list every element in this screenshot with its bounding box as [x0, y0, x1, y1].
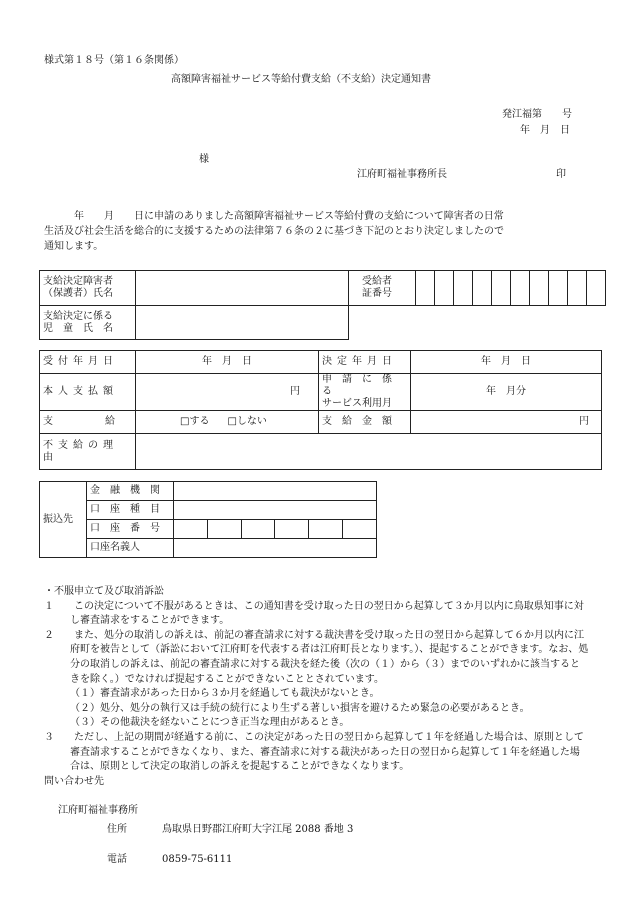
account-digit-6[interactable]	[343, 520, 377, 539]
payment-amount-unit[interactable]: 円	[411, 411, 602, 434]
bank-table	[39, 481, 377, 558]
notice-item-2: ２ また、処分の取消しの訴えは、前記の審査請求に対する裁決書を受け取った日の翌日から起算して６か月以内に江府町を被告として（訴訟において江府町を代表する者は江府町長となります。）、提起することができます。なお、処分の取消しの訴えは、前記の審査請求に対する裁決を経た後（次の（１）から（３）までのいずれかに該当するときを除く。）でなければ提起することができないこととされています。	[44, 629, 589, 685]
contact-heading: 問い合わせ先	[44, 775, 104, 787]
payment-amount-label: 支 給 金 額	[319, 411, 411, 434]
self-pay-label: 本人支払額	[40, 374, 136, 411]
payment-label-cell	[40, 411, 136, 434]
contact-address: 鳥取県日野郡江府町大字江尾 2088 番地 3	[162, 824, 354, 835]
form-number: 様式第１８号（第１６条関係）	[44, 55, 184, 66]
service-month-label-cell	[319, 374, 411, 411]
body-line-1: 年 月 日に申請のありました高額障害福祉サービス等給付費の支給について障害者の日常	[44, 211, 504, 222]
cert-digit-1[interactable]	[416, 271, 435, 306]
notice-sub-item-3: （３）その他裁決を経ないことにつき正当な理由があるとき。	[70, 717, 350, 729]
service-month-label-line-2: サービス利用月	[322, 398, 392, 409]
notice-item-3: ３ ただし、上記の期間が経過する前に、この決定があった日の翌日から起算して１年を経過した場合は、原則として審査請求することができなくなり、また、審査請求に対する裁決があった日の翌日から起算して１年を経過した場合は、原則として決定の取消しの訴えを提起することができなくなります。	[44, 731, 584, 773]
receipt-date-value[interactable]: 年 月 日	[136, 351, 319, 374]
cert-label-cell	[349, 271, 416, 306]
self-pay-unit[interactable]: 円	[136, 374, 319, 411]
reason-label: 不支給の理由	[40, 434, 136, 470]
account-holder-value[interactable]	[174, 539, 377, 558]
account-digit-1[interactable]	[174, 520, 208, 539]
cert-label-line-1: 受給者	[362, 276, 392, 287]
payment-label-char-1: 支	[43, 416, 53, 427]
child-name-value[interactable]	[136, 306, 349, 340]
reason-value[interactable]	[136, 434, 602, 470]
recipient-label-cell	[40, 271, 136, 306]
cert-digit-6[interactable]	[511, 271, 530, 306]
cert-label-line-2: 証番号	[362, 288, 392, 299]
bank-group-label: 振込先	[40, 482, 87, 558]
decision-table	[39, 350, 602, 470]
account-digit-5[interactable]	[309, 520, 343, 539]
contact-phone: 0859-75-6111	[162, 854, 233, 865]
notice-heading: ・不服申立て及び取消訴訟	[44, 586, 164, 597]
notice-sub-item-1: （１）審査請求があった日から３か月を経過しても裁決がないとき。	[70, 688, 380, 700]
account-type-value[interactable]	[174, 501, 377, 520]
addressee-suffix: 様	[199, 154, 209, 165]
recipient-label-line-2: （保護者）氏名	[43, 288, 113, 299]
body-line-3: 通知します。	[44, 241, 104, 252]
cert-digit-10[interactable]	[587, 271, 606, 306]
notice-section	[44, 585, 589, 789]
cert-digit-4[interactable]	[473, 271, 492, 306]
notice-item-1: １ この決定について不服があるときは、この通知書を受け取った日の翌日から起算して３か月以内に鳥取県知事に対し審査請求をすることができます。	[44, 600, 584, 627]
bank-row-label-1: 金 融 機 関	[87, 482, 174, 501]
contact-address-label: 住所	[107, 824, 127, 835]
bank-row-label-2: 口 座 種 目	[87, 501, 174, 520]
decision-date-value[interactable]: 年 月 日	[411, 351, 602, 374]
payment-options-cell	[136, 411, 319, 434]
recipient-label-line-1: 支給決定障害者	[43, 276, 113, 287]
cert-digit-3[interactable]	[454, 271, 473, 306]
child-label-line-2: 児 童 氏 名	[43, 322, 113, 334]
bank-name-value[interactable]	[174, 482, 377, 501]
payment-option-yes[interactable]: □する	[180, 416, 210, 427]
receipt-date-label: 受付年月日	[40, 351, 136, 374]
contact-office: 江府町福祉事務所	[58, 805, 138, 816]
service-month-value[interactable]: 年 月分	[411, 374, 602, 411]
cert-digit-8[interactable]	[549, 271, 568, 306]
cert-digit-5[interactable]	[492, 271, 511, 306]
notice-sub-item-2: （２）処分、処分の執行又は手続の続行により生ずる著しい損害を避けるため緊急の必要があるとき。	[70, 702, 530, 714]
account-digit-3[interactable]	[241, 520, 275, 539]
document-title: 高額障害福祉サービス等給付費支給（不支給）決定通知書	[171, 74, 431, 85]
account-digit-4[interactable]	[275, 520, 309, 539]
payment-label-char-2: 給	[105, 416, 115, 427]
account-digit-2[interactable]	[207, 520, 241, 539]
applicant-table	[39, 270, 606, 306]
recipient-name-value[interactable]	[136, 271, 349, 306]
issue-date: 年 月 日	[520, 125, 570, 136]
service-month-label-line-1: 申 請 に 係 る	[322, 374, 402, 397]
cert-digit-9[interactable]	[568, 271, 587, 306]
issue-number: 発江福第 号	[502, 109, 572, 120]
decision-date-label: 決定年月日	[319, 351, 411, 374]
bank-row-label-3: 口 座 番 号	[87, 520, 174, 539]
child-label-line-1: 支給決定に係る	[43, 310, 113, 322]
cert-digit-7[interactable]	[530, 271, 549, 306]
payment-option-no[interactable]: □しない	[227, 416, 267, 427]
bank-row-label-4: 口座名義人	[87, 539, 174, 558]
child-table	[39, 305, 349, 340]
seal-mark: 印	[556, 169, 566, 180]
contact-phone-label: 電話	[107, 854, 127, 865]
issuer-name: 江府町福祉事務所長	[357, 169, 447, 180]
cert-digit-2[interactable]	[435, 271, 454, 306]
child-label-cell	[40, 306, 136, 340]
body-line-2: 生活及び社会生活を総合的に支援するための法律第７６条の２に基づき下記のとおり決定しましたので	[44, 226, 504, 237]
